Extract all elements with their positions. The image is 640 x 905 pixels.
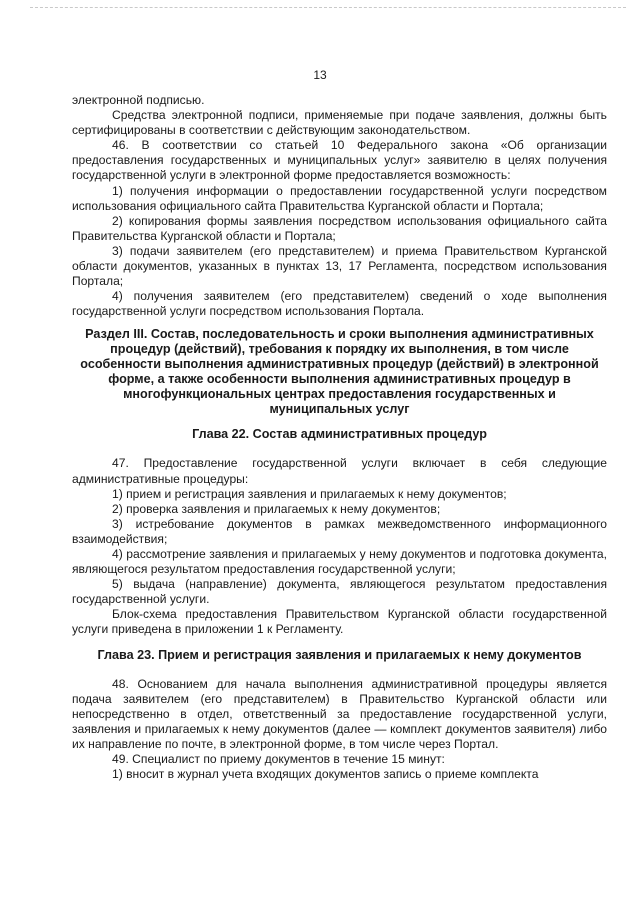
paragraph: 1) прием и регистрация заявления и прилагаемых к нему документов; — [112, 486, 507, 501]
paragraph: 47. Предоставление государственной услуги включает в себя следующие административные процедуры: — [72, 456, 607, 486]
scan-top-edge — [30, 7, 626, 8]
document-body — [72, 93, 607, 782]
section-heading: Раздел III. Состав, последовательность и сроки выполнения административных процедур (действий), требования к порядку их выполнения, в том числе особенности выполнения административных процедур (действий) в электронной форме, а также особенности выполнения административных процедур в многофункциональных центрах предоставления государственных и муниципальных услуг — [80, 327, 599, 417]
paragraph: 49. Специалист по приему документов в течение 15 минут: — [112, 752, 445, 766]
paragraph: 46. В соответствии со статьей 10 Федерального закона «Об организации предоставления государственных и муниципальных услуг» заявителю в целях получения государственной услуги в электронной форме предоставляется возможность: — [72, 138, 607, 183]
paragraph: 3) подачи заявителем (его представителем) и приема Правительством Курганской области документов, указанных в пунктах 13, 17 Регламента, посредством использования Портала; — [72, 243, 607, 289]
paragraph: электронной подписью. — [72, 93, 205, 107]
paragraph: 4) получения заявителем (его представителем) сведений о ходе выполнения государственной услуги посредством использования Портала. — [72, 289, 607, 319]
paragraph: 2) проверка заявления и прилагаемых к нему документов; — [112, 501, 441, 516]
paragraph: 2) копирования формы заявления посредством использования официального сайта Правительства Курганской области и Портала; — [72, 213, 607, 243]
paragraph: Блок-схема предоставления Правительством Курганской области государственной услуги приведена в приложении 1 к Регламенту. — [72, 607, 607, 637]
paragraph: 3) истребование документов в рамках межведомственного информационного взаимодействия; — [72, 516, 607, 546]
paragraph: 5) выдача (направление) документа, являющегося результатом предоставления государственной услуги. — [72, 577, 607, 607]
paragraph: 4) рассмотрение заявления и прилагаемых у нему документов и подготовка документа, являющегося результатом предоставления государственной услуги; — [72, 546, 607, 577]
paragraph: 48. Основанием для начала выполнения административной процедуры является подача заявителем (его представителем) в Правительство Курганской области или непосредственно в отдел, ответственный за предоставление государственной услуги, заявления и прилагаемых к нему документов (далее — комплект документов заявителя) либо их направление по почте, в электронной форме, в том числе через Портал. — [72, 676, 607, 751]
chapter-heading: Глава 22. Состав административных процедур — [192, 427, 487, 442]
page-number: 13 — [313, 68, 327, 82]
chapter-heading: Глава 23. Прием и регистрация заявления и прилагаемых к нему документов — [97, 647, 582, 662]
paragraph: Средства электронной подписи, применяемые при подаче заявления, должны быть сертифицированы в соответствии с действующим законодательством. — [72, 108, 607, 138]
paragraph: 1) вносит в журнал учета входящих документов запись о приеме комплекта — [112, 767, 539, 782]
paragraph: 1) получения информации о предоставлении государственной услуги посредством использования официального сайта Правительства Курганской области и Портала; — [72, 183, 607, 213]
